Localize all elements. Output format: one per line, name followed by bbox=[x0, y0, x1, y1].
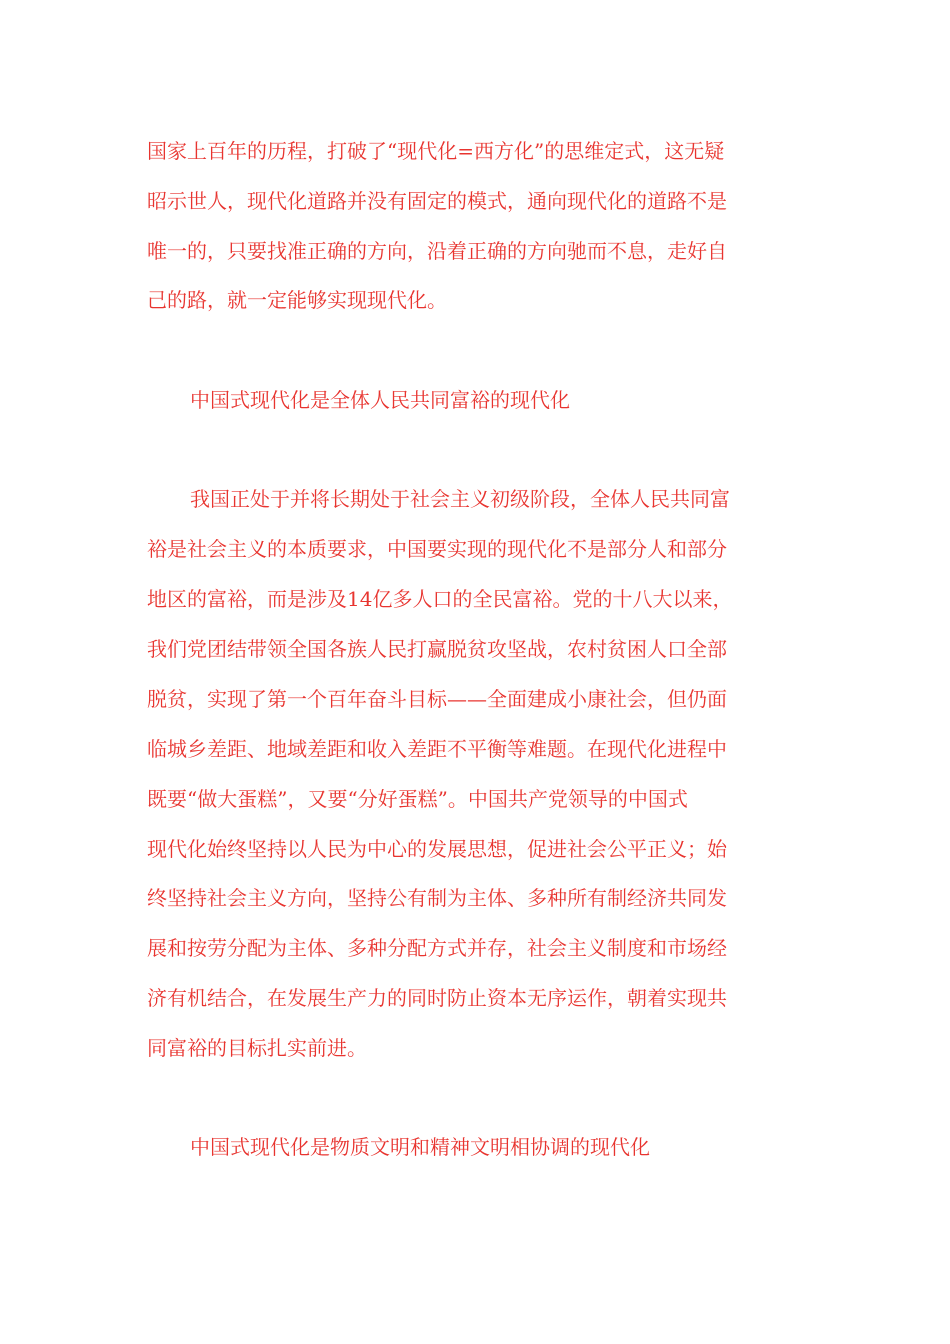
paragraph-2-line-11: 济有机结合，在发展生产力的同时防止资本无序运作，朝着实现共 bbox=[147, 986, 727, 1010]
paragraph-2-line-12: 同富裕的目标扎实前进。 bbox=[147, 1036, 367, 1060]
paragraph-2-line-5: 脱贫，实现了第一个百年奋斗目标——全面建成小康社会，但仍面 bbox=[147, 687, 727, 711]
paragraph-2-line-1: 我国正处于并将长期处于社会主义初级阶段，全体人民共同富 bbox=[190, 487, 730, 511]
section-heading-material-spiritual: 中国式现代化是物质文明和精神文明相协调的现代化 bbox=[190, 1135, 650, 1159]
paragraph-1-line-3: 唯一的，只要找准正确的方向，沿着正确的方向驰而不息，走好自 bbox=[147, 239, 727, 263]
section-heading-common-prosperity: 中国式现代化是全体人民共同富裕的现代化 bbox=[190, 388, 570, 412]
paragraph-2-line-10: 展和按劳分配为主体、多种分配方式并存，社会主义制度和市场经 bbox=[147, 936, 727, 960]
paragraph-2-line-9: 终坚持社会主义方向，坚持公有制为主体、多种所有制经济共同发 bbox=[147, 886, 727, 910]
paragraph-1-line-4: 己的路，就一定能够实现现代化。 bbox=[147, 288, 447, 312]
paragraph-1-line-1: 国家上百年的历程，打破了“现代化=西方化”的思维定式，这无疑 bbox=[147, 139, 725, 163]
paragraph-2-line-4: 我们党团结带领全国各族人民打赢脱贫攻坚战，农村贫困人口全部 bbox=[147, 637, 727, 661]
paragraph-2-line-2: 裕是社会主义的本质要求，中国要实现的现代化不是部分人和部分 bbox=[147, 537, 727, 561]
paragraph-2-line-3: 地区的富裕，而是涉及14亿多人口的全民富裕。党的十八大以来， bbox=[147, 587, 733, 611]
paragraph-2-line-8: 现代化始终坚持以人民为中心的发展思想，促进社会公平正义；始 bbox=[147, 837, 727, 861]
paragraph-1-line-2: 昭示世人，现代化道路并没有固定的模式，通向现代化的道路不是 bbox=[147, 189, 727, 213]
paragraph-2-line-7: 既要“做大蛋糕”，又要“分好蛋糕”。中国共产党领导的中国式 bbox=[147, 787, 688, 811]
paragraph-2-line-6: 临城乡差距、地域差距和收入差距不平衡等难题。在现代化进程中 bbox=[147, 737, 727, 761]
